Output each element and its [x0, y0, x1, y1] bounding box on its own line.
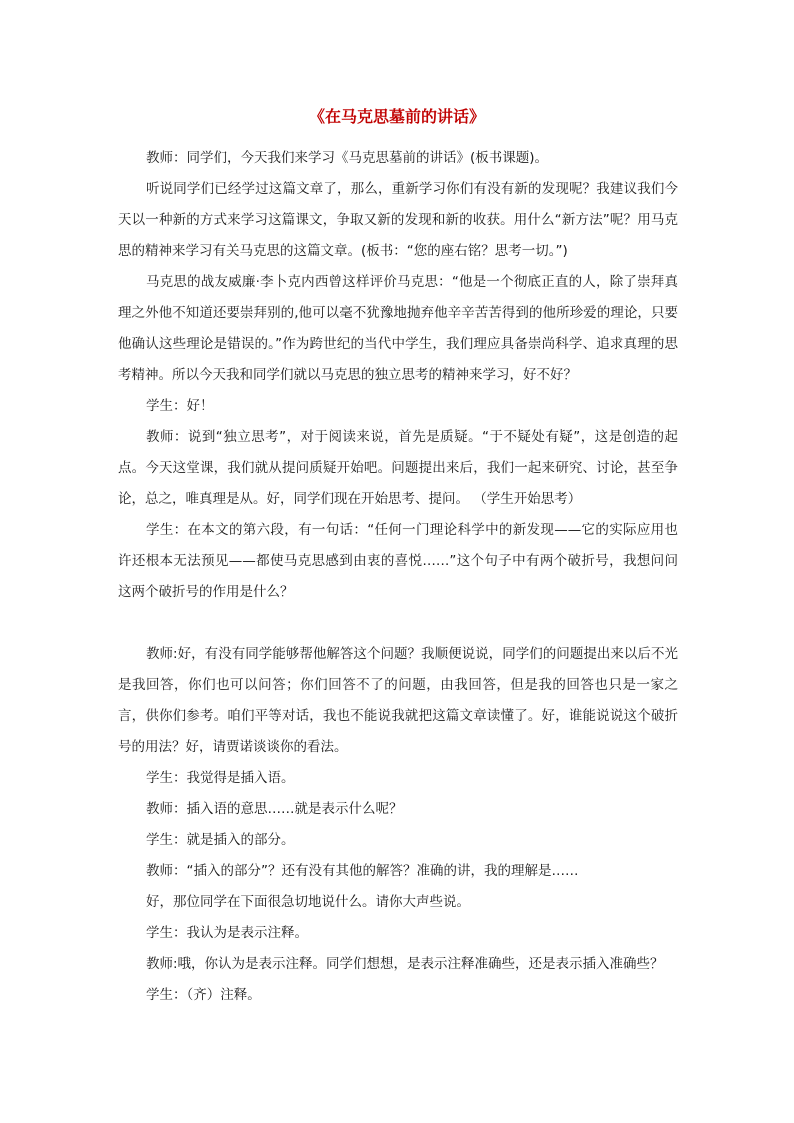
paragraph-15: 学生：（齐）注释。 — [146, 987, 261, 1003]
paragraph-7: 教师:好，有没有同学能够帮他解答这个问题？我顺便说说，同学们的问题提出来以后不光是我回答，你们也可以问答；你们回答不了的问题，由我回答，但是我的回答也只是一家之言，供你们参考。咱们平等对话，我也不能说我就把这篇文章读懂了。好，谁能说说这个破折号的用法？好，请贾诺谈谈你的看法。 — [118, 646, 678, 755]
document-title: 《在马克思墓前的讲话》 — [308, 107, 485, 126]
paragraph-10: 学生：就是插入的部分。 — [146, 832, 295, 848]
paragraph-13: 学生：我认为是表示注释。 — [146, 925, 308, 941]
paragraph-14: 教师:哦，你认为是表示注释。同学们想想，是表示注释准确些，还是表示插入准确些？ — [146, 956, 664, 972]
paragraph-12: 好，那位同学在下面很急切地说什么。请你大声些说。 — [146, 894, 470, 910]
paragraph-5: 教师：说到“独立思考”，对于阅读来说，首先是质疑。“于不疑处有疑”，这是创造的起点。今天这堂课，我们就从提问质疑开始吧。问题提出来后，我们一起来研究、讨论，甚至争论，总之，唯真理是从。好，同学们现在开始思考、提问。 （学生开始思考） — [118, 429, 678, 507]
paragraph-3: 马克思的战友威廉·李卜克内西曾这样评价马克思：“他是一个彻底正直的人，除了崇拜真理之外他不知道还要崇拜别的,他可以毫不犹豫地抛弃他辛辛苦苦得到的他所珍爱的理论，只要他确认这些理论是错误的。”作为跨世纪的当代中学生，我们理应具备崇尚科学、追求真理的思考精神。所以今天我和同学们就以马克思的独立思考的精神来学习，好不好？ — [118, 274, 678, 383]
paragraph-4: 学生：好！ — [146, 398, 214, 414]
paragraph-2: 听说同学们已经学过这篇文章了，那么，重新学习你们有没有新的发现呢？我建议我们今天以一种新的方式来学习这篇课文，争取又新的发现和新的收获。用什么“新方法”呢？用马克思的精神来学习有关马克思的这篇文章。(板书：“您的座右铭？思考一切。”) — [118, 181, 678, 259]
paragraph-9: 教师：插入语的意思……就是表示什么呢？ — [146, 801, 403, 817]
paragraph-6: 学生：在本文的第六段，有一句话：“任何一门理论科学中的新发现——它的实际应用也许还根本无法预见——都使马克思感到由衷的喜悦……”这个句子中有两个破折号，我想问问这两个破折号的作用是什么？ — [118, 522, 678, 600]
paragraph-1: 教师：同学们，今天我们来学习《马克思墓前的讲话》(板书课题)。 — [146, 150, 549, 166]
paragraph-11: 教师：“插入的部分”？还有没有其他的解答？准确的讲，我的理解是…… — [146, 863, 579, 879]
paragraph-8: 学生：我觉得是插入语。 — [146, 770, 295, 786]
